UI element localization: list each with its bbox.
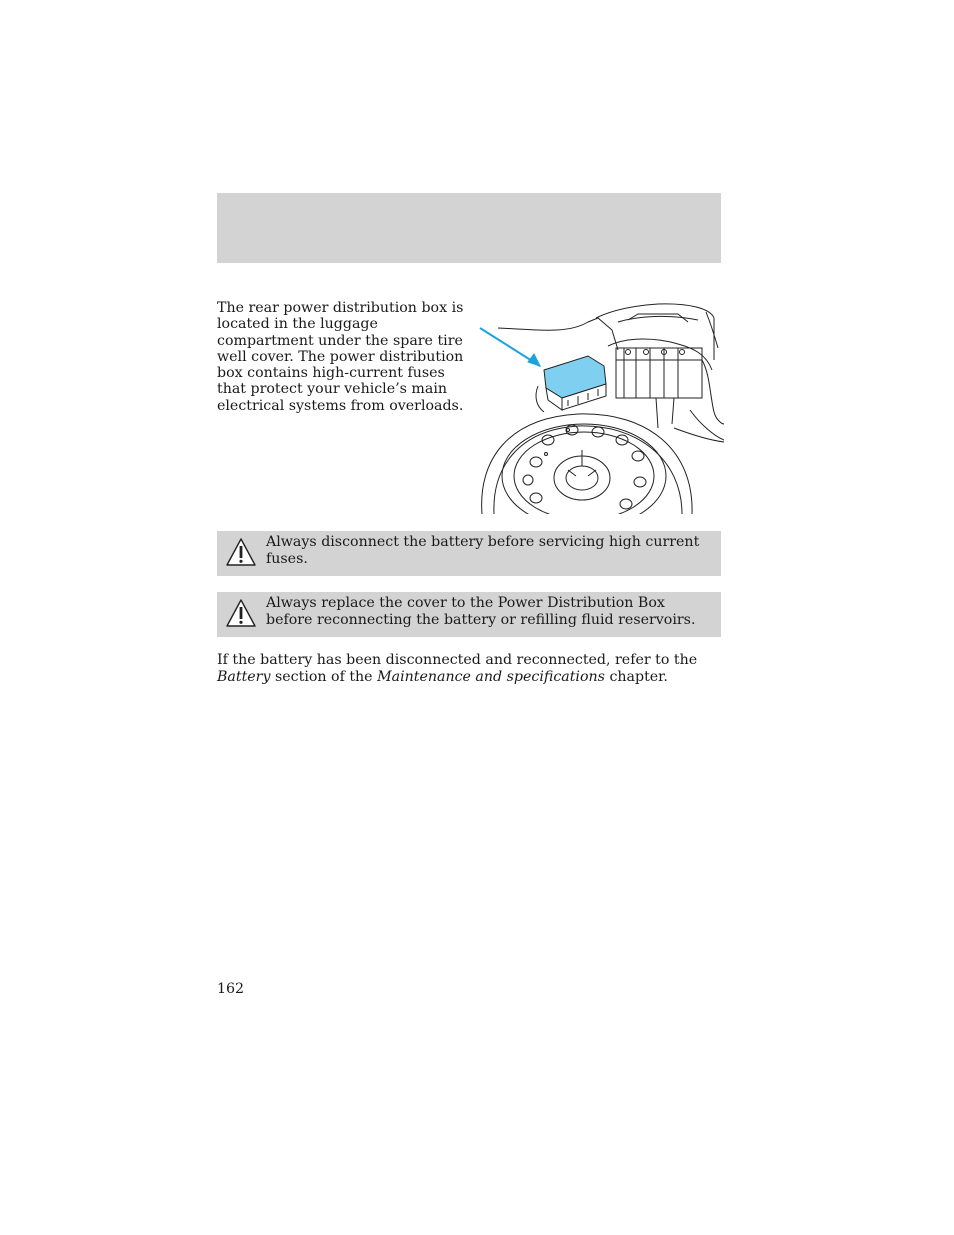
page-number: 162 (217, 981, 245, 997)
battery-section-reference: Battery (217, 668, 271, 685)
warning-text-2: Always replace the cover to the Power Distribution Box before reconnecting the battery or refilling fluid reservoirs. (266, 595, 696, 628)
power-distribution-box-illustration (478, 300, 724, 514)
reference-text-part-1: If the battery has been disconnected and reconnected, refer to the (217, 652, 698, 668)
intro-paragraph: The rear power distribution box is located in the luggage compartment under the spare tire well cover. The power distribution box contains high-current fuses that protect your vehicle’s main electrical systems from overloads. (217, 300, 464, 414)
chapter-reference: Maintenance and specifications (377, 668, 605, 685)
warning-text-1: Always disconnect the battery before servicing high current fuses. (266, 534, 700, 567)
warning-triangle-icon (225, 598, 257, 628)
section-header-band (217, 193, 721, 263)
warning-triangle-icon (225, 537, 257, 567)
reference-text-part-3: chapter. (604, 668, 668, 685)
warning-box-2 (217, 592, 721, 637)
battery-reference-paragraph (217, 652, 721, 685)
warning-box-1 (217, 531, 721, 576)
reference-text-part-2: section of the (270, 668, 378, 685)
